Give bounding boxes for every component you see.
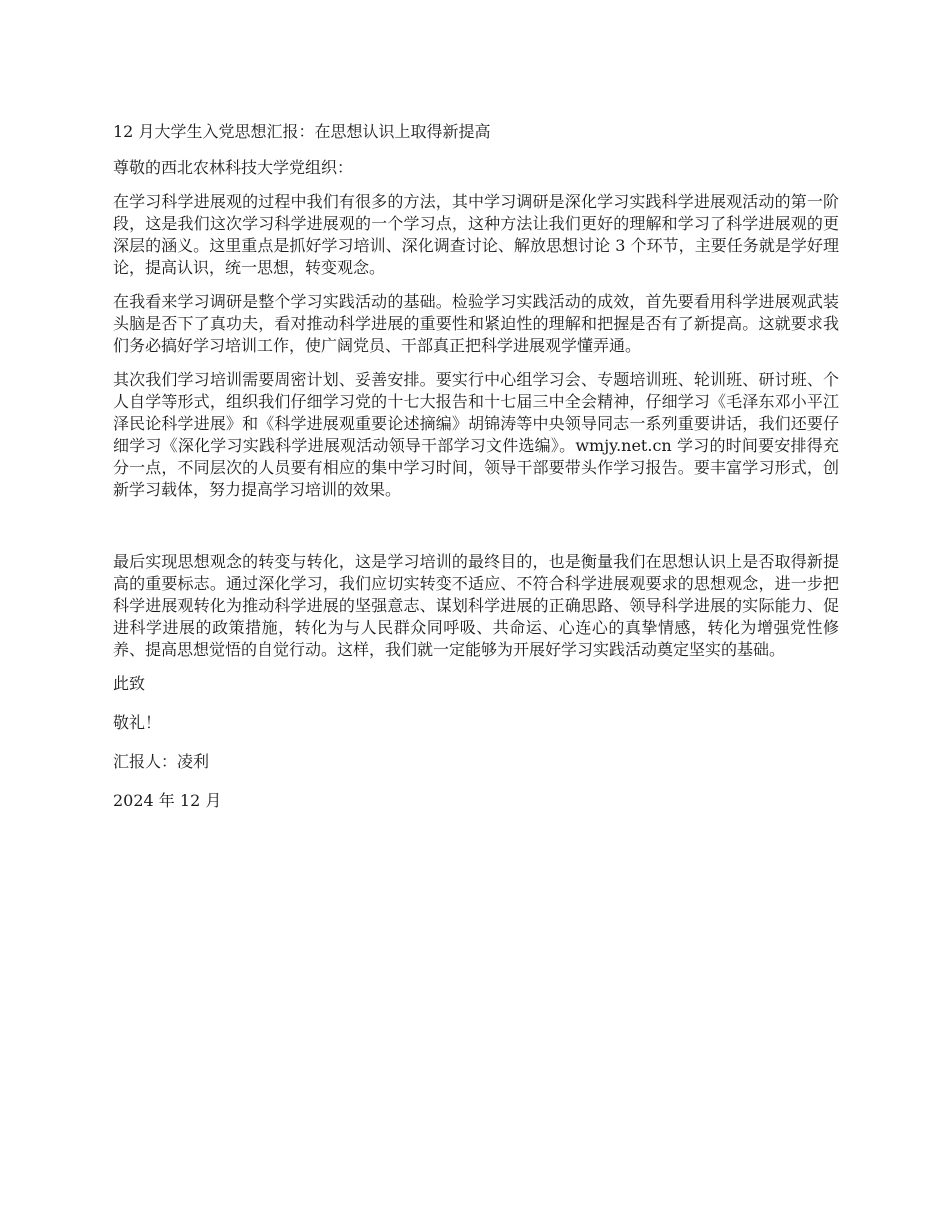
closing-greeting: 此致	[113, 674, 146, 693]
salutation: 尊敬的西北农林科技大学党组织：	[113, 158, 354, 177]
reporter-signature: 汇报人：凌利	[113, 752, 210, 771]
document-page	[113, 121, 839, 829]
paragraph-1: 在学习科学进展观的过程中我们有很多的方法，其中学习调研是深化学习实践科学进展观活动的第一阶段，这是我们这次学习科学进展观的一个学习点，这种方法让我们更好的理解和学习了科学进展观的更深层的涵义。这里重点是抓好学习培训、深化调查讨论、解放思想讨论 3 个环节，主要任务就是学好理论，提高认识，统一思想，转变观念。	[113, 192, 839, 277]
closing-salute: 敬礼！	[113, 713, 162, 732]
paragraph-4: 最后实现思想观念的转变与转化，这是学习培训的最终目的，也是衡量我们在思想认识上是否取得新提高的重要标志。通过深化学习，我们应切实转变不适应、不符合科学进展观要求的思想观念，进一步把科学进展观转化为推动科学进展的坚强意志、谋划科学进展的正确思路、领导科学进展的实际能力、促进科学进展的政策措施，转化为与人民群众同呼吸、共命运、心连心的真挚情感，转化为增强党性修养、提高思想觉悟的自觉行动。这样，我们就一定能够为开展好学习实践活动奠定坚实的基础。	[113, 552, 839, 659]
document-title: 12 月大学生入党思想汇报：在思想认识上取得新提高	[113, 122, 491, 141]
paragraph-2: 在我看来学习调研是整个学习实践活动的基础。检验学习实践活动的成效，首先要看用科学进展观武装头脑是否下了真功夫，看对推动科学进展的重要性和紧迫性的理解和把握是否有了新提高。这就要求我们务必搞好学习培训工作，使广阔党员、干部真正把科学进展观学懂弄通。	[113, 292, 839, 355]
report-date: 2024 年 12 月	[113, 791, 222, 810]
paragraph-3: 其次我们学习培训需要周密计划、妥善安排。要实行中心组学习会、专题培训班、轮训班、研讨班、个人自学等形式，组织我们仔细学习党的十七大报告和十七届三中全会精神，仔细学习《毛泽东邓小平江泽民论科学进展》和《科学进展观重要论述摘编》胡锦涛等中央领导同志一系列重要讲话，我们还要仔细学习《深化学习实践科学进展观活动领导干部学习文件选编》。wmjy.net.cn 学习的时间要安排得充分一点，不同层次的人员要有相应的集中学习时间，领导干部要带头作学习报告。要丰富学习形式，创新学习载体，努力提高学习培训的效果。	[113, 370, 839, 499]
